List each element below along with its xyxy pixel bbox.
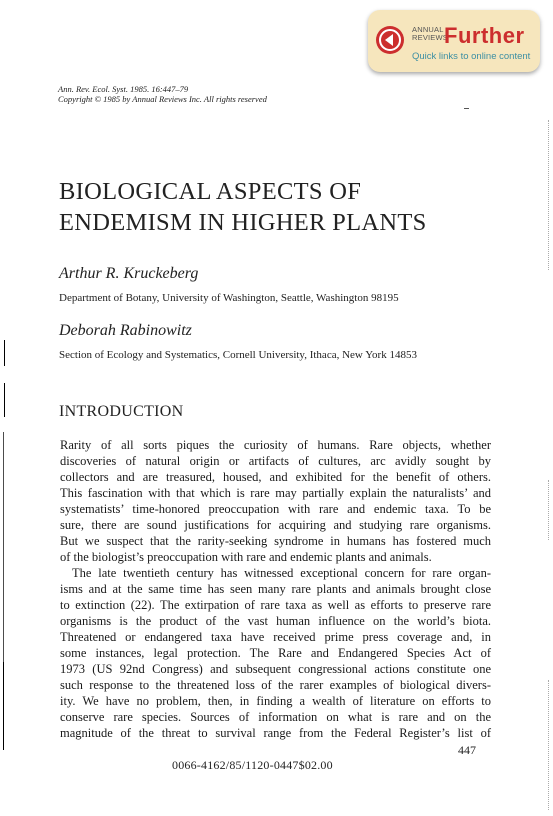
body-line: 1973 (US 92nd Congress) and subsequent congressional actions constitute one — [60, 662, 491, 676]
body-line: The late twentieth century has witnessed exceptional concern for rare organ- — [72, 566, 491, 580]
scan-margin-line — [3, 662, 4, 750]
body-line: collectors and are treasured, housed, and exhibited for the benefit of others. — [60, 470, 491, 484]
scan-margin-line — [548, 480, 550, 540]
article-title: BIOLOGICAL ASPECTS OF ENDEMISM IN HIGHER PLANTS — [59, 178, 427, 236]
copyright-line: Copyright © 1985 by Annual Reviews Inc. All rights reserved — [58, 94, 267, 104]
body-line: Rarity of all sorts piques the curiosity of humans. Rare objects, whether — [60, 438, 491, 452]
author-name: Arthur R. Kruckeberg — [59, 265, 199, 282]
body-text — [60, 437, 491, 741]
body-line: such response to the threatened loss of the rarer examples of biological divers- — [60, 678, 491, 692]
body-line: conserve rare species. Sources of information on what is rare and on the — [60, 710, 491, 724]
issn-code: 0066-4162/85/1120-0447$02.00 — [172, 758, 333, 772]
page-number: 447 — [458, 743, 476, 757]
body-line: some instances, legal protection. The Rare and Endangered Species Act of — [60, 646, 491, 660]
body-line: discoveries of natural origin or artifacts of cultures, arc avidly sought by — [60, 454, 491, 468]
body-line: This fascination with that which is rare may partially explain the naturalists’ and — [60, 486, 491, 500]
body-line: isms and at the same time has seen many rare plants and animals brought close — [60, 582, 491, 596]
author-affiliation: Department of Botany, University of Washington, Seattle, Washington 98195 — [59, 292, 399, 304]
body-line: sure, there are sound justifications for acquiring and studying rare organisms. — [60, 518, 491, 532]
scan-margin-line — [3, 432, 4, 690]
scan-margin-line — [548, 120, 550, 270]
body-line: magnitude of the threat to survival range from the Federal Register’s list of — [60, 726, 491, 740]
body-line: Threatened or endangered taxa have received prime press coverage and, in — [60, 630, 491, 644]
stray-mark — [464, 108, 469, 109]
annual-reviews-label: ANNUAL REVIEWS — [412, 25, 448, 42]
author-name: Deborah Rabinowitz — [59, 322, 192, 339]
body-line: ity. We have no problem, then, in finding a wealth of literature on efforts to — [60, 694, 491, 708]
body-line: to extinction (22). The extirpation of rare taxa as well as efforts to preserve rare — [60, 598, 491, 612]
citation-line: Ann. Rev. Ecol. Syst. 1985. 16:447–79 — [58, 84, 189, 94]
quick-links-link[interactable]: Quick links to online content — [412, 51, 531, 62]
body-line: organisms is the product of the vast human influence on the world’s biota. — [60, 614, 491, 628]
journal-citation — [58, 84, 267, 104]
scan-margin-line — [4, 383, 5, 417]
scan-margin-line — [4, 340, 5, 366]
body-line: But we suspect that the rarity-seeking syndrome in humans has fostered much — [60, 534, 491, 548]
body-line: systematists’ time-honored preoccupation with rare and endemic taxa. To be — [60, 502, 491, 516]
author-affiliation: Section of Ecology and Systematics, Cornell University, Ithaca, New York 14853 — [59, 349, 417, 361]
further-label: Further — [444, 23, 525, 48]
play-icon — [376, 26, 404, 54]
annual-reviews-further-badge[interactable] — [368, 10, 540, 72]
scan-margin-line — [548, 680, 550, 810]
body-line: of the biologist’s preoccupation with rare and endemic plants and animals. — [60, 550, 432, 564]
section-heading: INTRODUCTION — [59, 403, 184, 420]
